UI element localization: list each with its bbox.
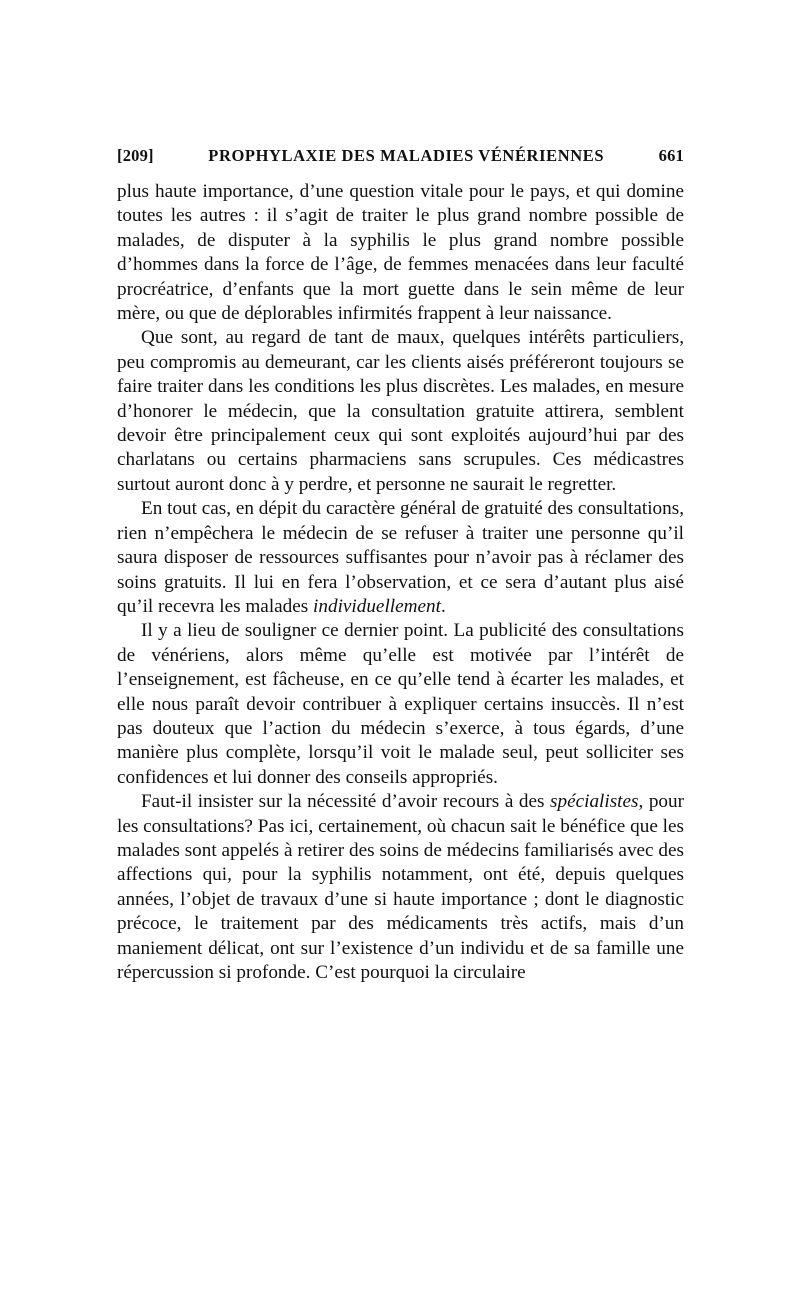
running-head xyxy=(117,146,684,174)
section-reference: [209] xyxy=(117,146,154,165)
running-title: PROPHYLAXIE DES MALADIES VÉNÉRIENNES xyxy=(208,146,605,165)
paragraph-3-text: En tout cas, en dépit du caractère général de gratuité des consultations, rien n’empêchera le médecin de se refuser à traiter une personne qu’il saura disposer de ressources suffisantes pour n’avoir pas à réclamer des soins gratuits. Il lui en fera l’observation, et ce sera d’autant plus aisé qu’il recevra les malades xyxy=(117,498,684,617)
paragraph-5 xyxy=(117,790,684,985)
paragraph-2: Que sont, au regard de tant de maux, quelques intérêts particuliers, peu compromis au demeurant, car les clients aisés préféreront toujours se faire traiter dans les conditions les plus discrètes. Les malades, en mesure d’honorer le médecin, que la consultation gratuite attirera, semblent devoir être principalement ceux qui sont exploités aujourd’hui par des charlatans ou certains pharmaciens sans scrupules. Ces médicastres surtout auront donc à y perdre, et personne ne saurait le regretter. xyxy=(117,327,684,495)
paragraph-3 xyxy=(117,497,684,619)
paragraph-3-end: . xyxy=(440,595,446,617)
body-text xyxy=(117,180,684,985)
paragraph-4: Il y a lieu de souligner ce dernier point. La publicité des consultations de vénériens, alors même qu’elle est motivée par l’intérêt de l’enseignement, est fâcheuse, en ce qu’elle tend à écarter les malades, et elle nous paraît devoir contribuer à expliquer certains insuccès. Il n’est pas douteux que l’action du médecin s’exerce, à tous égards, d’une manière plus complète, lorsqu’il voit le malade seul, peut solliciter ses confidences et lui donner des conseils appropriés. xyxy=(117,620,684,788)
page-number: 661 xyxy=(658,146,684,165)
book-page xyxy=(117,146,684,985)
emphasis-specialistes: spécialistes xyxy=(550,791,639,813)
paragraph-1: plus haute importance, d’une question vitale pour le pays, et qui domine toutes les autres : il s’agit de traiter le plus grand nombre possible de malades, de disputer à la syphilis le plus grand nombre possible d’hommes dans la force de l’âge, de femmes menacées dans leur faculté procréatrice, d’enfants que la mort guette dans le sein même de leur mère, ou que de déplorables infirmités frappent à leur naissance. xyxy=(117,181,684,325)
emphasis-individuellement: individuellement xyxy=(313,595,441,617)
paragraph-5-text: Faut-il insister sur la nécessité d’avoir recours à des xyxy=(141,791,551,813)
paragraph-5-end: , pour les consultations? Pas ici, certainement, où chacun sait le bénéfice que les malades sont appelés à retirer des soins de médecins familiarisés avec des affections qui, pour la syphilis notamment, ont été, depuis quelques années, l’objet de travaux d’une si haute importance ; dont le diagnostic précoce, le traitement par des médicaments très actifs, mais d’un maniement délicat, ont sur l’existence d’un individu et de sa famille une répercussion si profonde. C’est pourquoi la circulaire xyxy=(117,791,684,983)
